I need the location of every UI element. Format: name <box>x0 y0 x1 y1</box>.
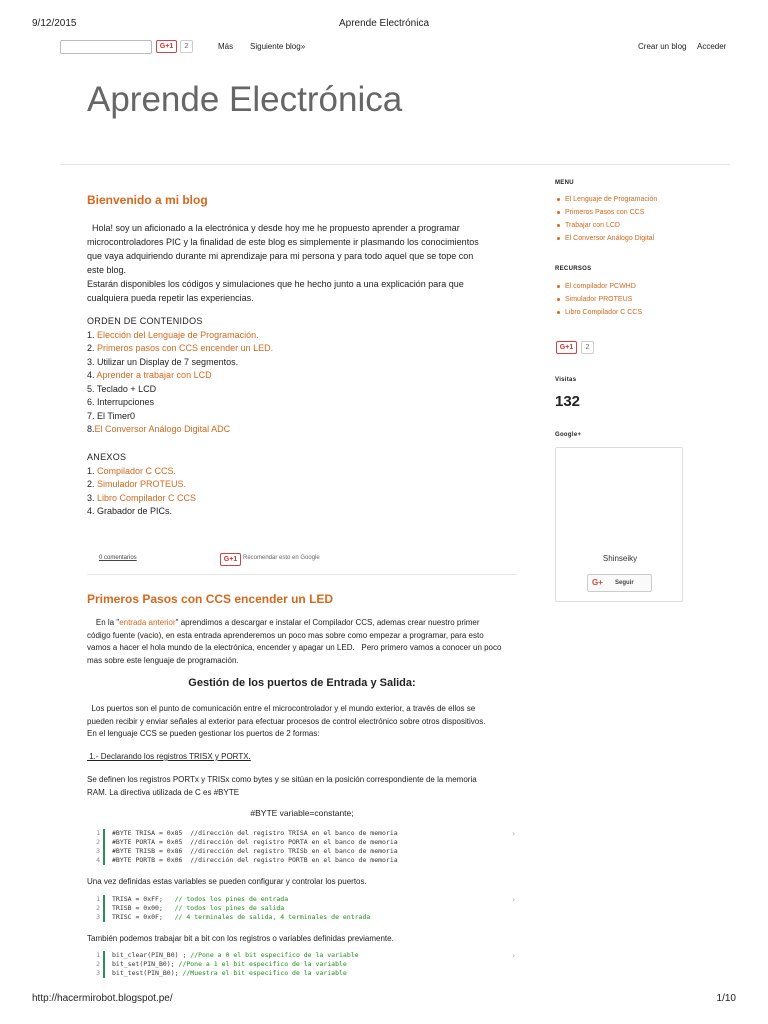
post-title[interactable]: Bienvenido a mi blog <box>87 193 208 207</box>
code-comment: // todos los pines de entrada <box>174 895 289 903</box>
code-text <box>112 856 398 865</box>
menu-item-link[interactable]: Primeros Pasos con CCS <box>556 206 657 219</box>
toc-item <box>87 383 273 397</box>
intro-line: cualquiera pueda repetir las experiencias. <box>87 293 254 303</box>
toc-number: 2. <box>87 343 98 353</box>
toc-number: 6. <box>87 397 98 407</box>
code-gutter-bar <box>103 838 105 847</box>
sidebar-gplus-button[interactable]: G+1 <box>556 341 577 354</box>
code-gutter-bar <box>103 856 105 865</box>
intro-line: Hola! soy un aficionado a la electrónica y desde hoy me he propuesto aprender a programar <box>87 223 460 233</box>
toc-link[interactable]: Elección del Lenguaje de Programación. <box>97 329 259 340</box>
ports-heading: Gestión de los puertos de Entrada y Salida: <box>188 677 416 689</box>
code-block-3 <box>90 951 518 978</box>
visits-heading: Visitas <box>555 377 577 383</box>
code-text <box>112 838 398 847</box>
toc-number: 8. <box>87 424 95 434</box>
annex-number: 2. <box>87 479 98 489</box>
toc-section <box>87 315 273 437</box>
annex-item <box>87 492 196 506</box>
ports-description-line: En el lenguaje CCS se pueden gestionar los puertos de 2 formas: <box>87 729 320 738</box>
resource-item-link[interactable]: Libro Compilador C CCS <box>556 306 642 319</box>
navbar-search-input[interactable] <box>60 40 152 54</box>
code-block-2 <box>90 895 518 922</box>
post-title-2[interactable]: Primeros Pasos con CCS encender un LED <box>87 592 334 606</box>
code-statement: TRISC = 0x0F; <box>112 913 175 921</box>
toc-link[interactable]: Aprender a trabajar con LCD <box>96 370 212 380</box>
line-number: 3 <box>96 913 100 921</box>
toc-item <box>87 396 273 410</box>
toc-item <box>87 410 273 424</box>
post2-intro-line: vamos a hacer el hola mundo de la electrónica, encender y apagar un LED. Pero primero vamos a conocer un poco <box>87 643 502 652</box>
code-gutter-bar <box>103 847 105 856</box>
header-divider <box>60 164 730 165</box>
profile-name[interactable]: Shinseiky <box>602 554 638 563</box>
post-gplus-button[interactable]: G+1 <box>220 553 241 566</box>
visits-count: 132 <box>555 393 581 410</box>
code-gutter-bar <box>103 895 105 904</box>
code-line <box>90 960 518 969</box>
toc-number: 4. <box>87 370 97 380</box>
google-plus-heading: Google+ <box>555 432 582 438</box>
annex-link[interactable]: Libro Compilador C CCS <box>97 492 197 503</box>
post2-intro-line: código fuente (vacio), en esta entrada aprenderemos un poco mas sobre como empezar a programar, para esto <box>87 630 484 640</box>
print-page-number: 1/10 <box>716 993 736 1004</box>
ports-description-line: pueden recibir y enviar señales al exterior para efectuar procesos de control electrónico sobre otros dispositivos. <box>87 716 486 726</box>
code-gutter-bar <box>103 829 105 838</box>
line-number: 1 <box>96 895 100 903</box>
expand-icon[interactable]: › <box>511 951 516 960</box>
toc-number: 7. <box>87 410 98 421</box>
print-url: http://hacermirobot.blogspot.pe/ <box>32 993 173 1004</box>
toc-heading: ORDEN DE CONTENIDOS <box>87 316 203 326</box>
post2-intro-start: En la " <box>87 618 120 627</box>
code-statement: TRISA = 0xFF; <box>112 895 175 903</box>
follow-label: Seguir <box>615 580 634 586</box>
post-share-bar <box>87 549 517 575</box>
code-text <box>112 951 359 960</box>
navbar-sign-in-link[interactable]: Acceder <box>697 42 727 51</box>
intro-line: Estarán disponibles los códigos y simulaciones que he hecho junto a una explicación para que <box>87 279 464 289</box>
code-comment: // 4 terminales de salida, 4 terminales de entrada <box>174 913 371 921</box>
code-comment: //Pone a 1 el bit especifico de la variable <box>178 960 347 968</box>
resources-list <box>556 280 642 319</box>
code-text <box>112 829 398 838</box>
toc-text: Teclado + LCD <box>96 383 157 394</box>
annex-item <box>87 465 196 479</box>
annex-text: Grabador de PICs. <box>97 506 173 516</box>
annex-link[interactable]: Compilador C CCS. <box>97 465 177 476</box>
code-gutter-bar <box>103 951 105 960</box>
toc-item <box>87 329 273 343</box>
previous-entry-link[interactable]: entrada anterior <box>119 618 176 627</box>
line-number: 1 <box>96 829 100 837</box>
code-comment: // todos los pines de salida <box>174 904 285 912</box>
code-line <box>90 913 518 922</box>
code-statement: #BYTE PORTA = 0x05 //dirección del registro PORTA en el banco de memoria <box>112 838 398 846</box>
code-text <box>112 895 288 904</box>
code-line <box>90 969 518 978</box>
navbar-gplus-button[interactable]: G+1 <box>156 40 177 53</box>
menu-item-link[interactable]: Trabajar con LCD <box>556 219 657 232</box>
code-line <box>90 838 518 847</box>
intro-line: que vaya adquiriendo durante mi aprendizaje para mi persona y para todo aquel que se tope con <box>87 251 474 261</box>
annex-item <box>87 505 196 519</box>
code-gutter-bar <box>103 969 105 978</box>
code-statement: TRISB = 0x00; <box>112 904 175 912</box>
code-text <box>112 847 398 856</box>
post2-intro-end: " aprendimos a descargar e instalar el Compilador CCS, ademas crear nuestro primer <box>175 618 480 627</box>
navbar-gplus-count: 2 <box>180 40 193 53</box>
code-text <box>112 913 370 922</box>
post-intro <box>87 221 517 305</box>
bitwise-text: También podemos trabajar bit a bit con los registros o variables definidas previamente. <box>87 934 394 943</box>
menu-item-link[interactable]: El Conversor Análogo Digital <box>556 232 657 245</box>
intro-line: este blog. <box>87 265 127 275</box>
code-line <box>90 847 518 856</box>
annex-link[interactable]: Simulador PROTEUS. <box>97 479 187 489</box>
line-number: 2 <box>96 904 100 912</box>
byte-description <box>87 774 517 799</box>
toc-item <box>87 369 273 383</box>
toc-text: Interrupciones <box>97 397 155 407</box>
toc-number: 1. <box>87 329 98 340</box>
annex-heading: ANEXOS <box>87 452 127 462</box>
code-line <box>90 895 518 904</box>
code-line <box>90 829 518 838</box>
navbar-more-link[interactable]: Más <box>218 42 234 51</box>
method1-heading: 1.- Declarando los registros TRISX y PORTX. <box>87 752 251 761</box>
code-statement: bit_test(PIN_B0); <box>112 969 183 977</box>
code-line <box>90 904 518 913</box>
toc-list <box>87 329 273 437</box>
annex-item <box>87 478 196 492</box>
code-statement: #BYTE PORTB = 0x06 //dirección del registro PORTB en el banco de memoria <box>112 856 398 864</box>
toc-item <box>87 423 273 437</box>
code-block-1 <box>90 829 518 865</box>
recommend-text: Recomendar esto en Google <box>243 555 320 561</box>
blogger-navbar <box>60 38 730 56</box>
code-gutter-bar <box>103 904 105 913</box>
line-number: 2 <box>96 838 100 846</box>
annex-list <box>87 465 196 519</box>
annex-number: 3. <box>87 492 98 503</box>
code-gutter-bar <box>103 960 105 969</box>
sidebar-gplus-count: 2 <box>581 341 594 354</box>
ports-description <box>87 703 517 741</box>
code-text <box>112 960 347 969</box>
line-number: 3 <box>96 847 100 855</box>
code-statement: #BYTE TRISA = 0x85 //dirección del registro TRISA en el banco de memoria <box>112 829 398 837</box>
toc-link[interactable]: Primeros pasos con CCS encender un LED. <box>97 343 274 353</box>
blog-title[interactable]: Aprende Electrónica <box>87 80 403 119</box>
follow-button[interactable] <box>587 574 652 592</box>
menu-heading: MENU <box>555 180 574 186</box>
comments-link[interactable]: 0 comentarios <box>99 555 137 561</box>
code-text <box>112 904 284 913</box>
post2-intro-line: mas sobre este lenguaje de programación. <box>87 655 239 665</box>
print-title: Aprende Electrónica <box>338 18 430 29</box>
code-comment: //Muestra el bit especifico de la variable <box>182 969 347 977</box>
toc-link[interactable]: El Conversor Análogo Digital ADC <box>94 424 231 434</box>
annex-number: 1. <box>87 465 98 476</box>
code-statement: #BYTE TRISB = 0x86 //dirección del registro TRISb en el banco de memoria <box>112 847 398 855</box>
toc-text: Utilizar un Display de 7 segmentos. <box>97 356 239 367</box>
annex-number: 4. <box>87 506 98 516</box>
toc-item <box>87 356 273 370</box>
google-plus-icon: G+ <box>592 578 603 587</box>
navbar-next-blog-link[interactable]: Siguiente blog» <box>250 42 306 51</box>
code-line <box>90 856 518 865</box>
byte-description-line: RAM. La directiva utilizada de C es #BYTE <box>87 787 240 797</box>
resources-heading: RECURSOS <box>555 266 592 272</box>
menu-list <box>556 193 657 245</box>
code-statement: bit_set(PIN_B0); <box>112 960 179 968</box>
google-plus-profile-card <box>555 447 683 602</box>
toc-item <box>87 342 273 356</box>
ports-description-line: Los puertos son el punto de comunicación entre el microcontrolador y el mundo exterior, a través de ellos se <box>87 704 476 713</box>
toc-number: 3. <box>87 356 98 367</box>
resource-item-link[interactable]: Simulador PROTEUS <box>556 293 642 306</box>
intro-line: microcontroladores PIC y la finalidad de este blog es simplemente ir plasmando los conocimientos <box>87 237 479 247</box>
config-text: Una vez definidas estas variables se pueden configurar y controlar los puertos. <box>87 877 367 886</box>
code-statement: bit_clear(PIN_B0) ; <box>112 951 191 959</box>
post2-intro <box>87 617 517 667</box>
byte-description-line: Se definen los registros PORTx y TRISx como bytes y se sitúan en la posición correspondiente de la memoria <box>87 775 477 784</box>
line-number: 4 <box>96 856 100 864</box>
toc-number: 5. <box>87 383 97 394</box>
code-text <box>112 969 347 978</box>
post2-intro-lines <box>87 630 517 668</box>
line-number: 3 <box>96 969 100 977</box>
annex-section <box>87 451 196 519</box>
navbar-create-blog-link[interactable]: Crear un blog <box>638 42 687 51</box>
resource-item-link[interactable]: El compilador PCWHD <box>556 280 642 293</box>
print-date: 9/12/2015 <box>32 18 77 29</box>
line-number: 2 <box>96 960 100 968</box>
code-comment: //Pone a 0 el bit especifico de la variable <box>190 951 359 959</box>
menu-item-link[interactable]: El Lenguaje de Programación <box>556 193 657 206</box>
expand-icon[interactable]: › <box>511 895 516 904</box>
code-gutter-bar <box>103 913 105 922</box>
line-number: 1 <box>96 951 100 959</box>
code-line <box>90 951 518 960</box>
byte-syntax: #BYTE variable=constante; <box>250 808 354 818</box>
toc-text: El Timer0 <box>97 410 136 421</box>
expand-icon[interactable]: › <box>511 829 516 838</box>
